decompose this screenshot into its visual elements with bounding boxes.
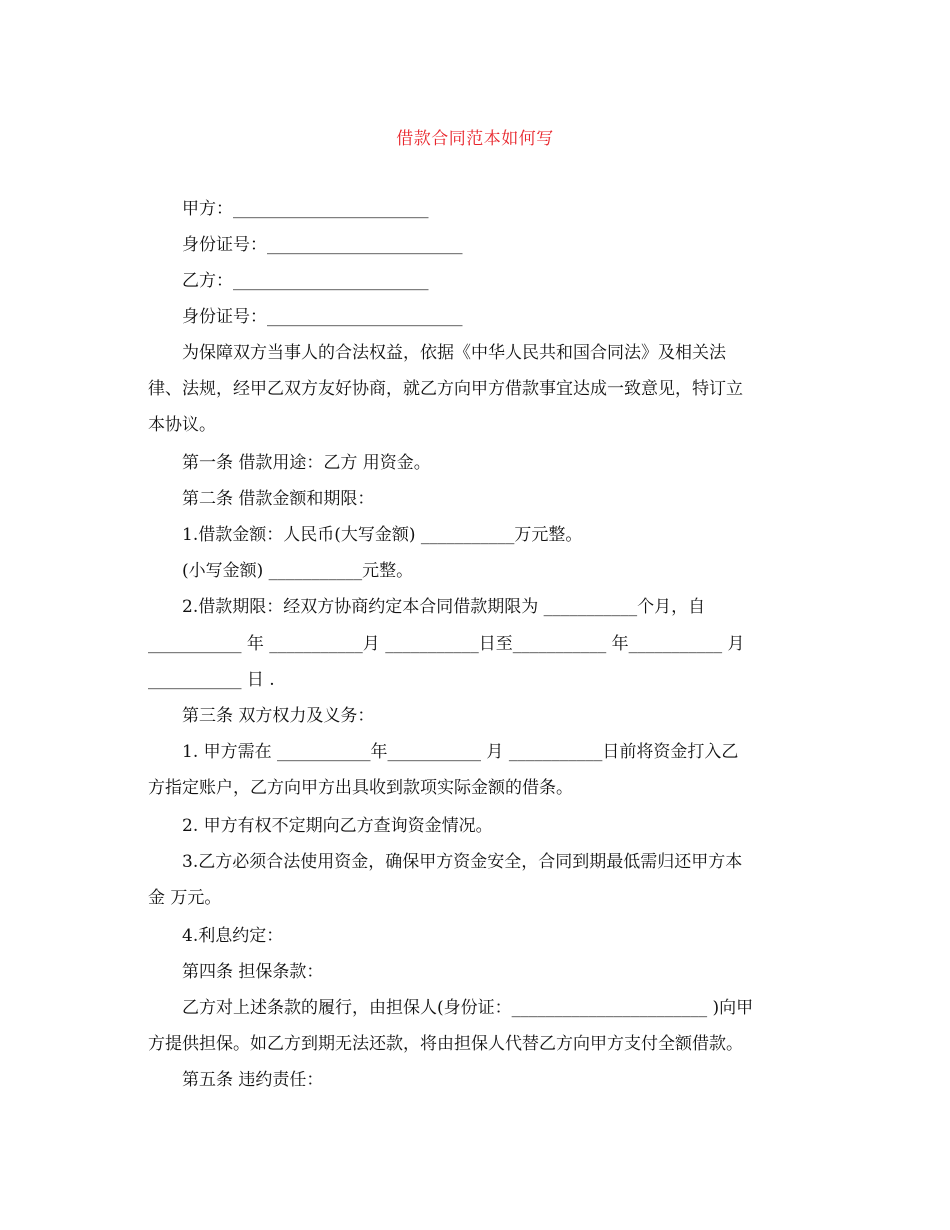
- article-3-item-2: 2. 甲方有权不定期向乙方查询资金情况。: [182, 816, 493, 836]
- article-1: 第一条 借款用途：乙方 用资金。: [182, 453, 431, 473]
- preamble-line-3: 本协议。: [148, 415, 216, 435]
- article-4-line-1: 乙方对上述条款的履行，由担保人(身份证：_______________________ )向甲: [182, 998, 754, 1018]
- preamble-line-2: 律、法规，经甲乙双方友好协商，就乙方向甲方借款事宜达成一致意见，特订立: [148, 379, 743, 399]
- preamble-line-1: 为保障双方当事人的合法权益，依据《中华人民共和国合同法》及相关法: [182, 343, 726, 363]
- article-4-line-2: 方提供担保。如乙方到期无法还款，将由担保人代替乙方向甲方支付全额借款。: [148, 1034, 743, 1054]
- article-3-heading: 第三条 双方权力及义务：: [182, 706, 375, 726]
- document-title: 借款合同范本如何写: [396, 129, 554, 149]
- article-5-heading: 第五条 违约责任：: [182, 1070, 324, 1090]
- article-2-heading: 第二条 借款金额和期限：: [182, 489, 375, 509]
- party-b-line: 乙方：_______________________: [182, 271, 429, 291]
- party-a-line: 甲方：_______________________: [182, 199, 429, 219]
- article-3-item-3-line-2: 金 万元。: [148, 888, 222, 908]
- article-2-item-2-line-1: 2.借款期限：经双方协商约定本合同借款期限为 ___________个月，自: [182, 597, 706, 617]
- party-a-id-line: 身份证号：_______________________: [182, 235, 463, 255]
- article-3-item-1-line-1: 1. 甲方需在 ___________年___________ 月 ___________日前将资金打入乙: [182, 742, 739, 762]
- article-3-item-1-line-2: 方指定账户，乙方向甲方出具收到款项实际金额的借条。: [148, 778, 573, 798]
- article-3-item-3-line-1: 3.乙方必须合法使用资金，确保甲方资金安全，合同到期最低需归还甲方本: [182, 852, 743, 872]
- article-2-item-2-line-2: ___________ 年 ___________月 ___________日至___________ 年___________ 月: [148, 634, 745, 654]
- article-2-item-1-small: (小写金额) ___________元整。: [182, 561, 414, 581]
- party-b-id-line: 身份证号：_______________________: [182, 307, 463, 327]
- article-2-item-2-line-3: ___________ 日 .: [148, 670, 275, 690]
- article-4-heading: 第四条 担保条款：: [182, 962, 324, 982]
- article-3-item-4: 4.利息约定：: [182, 926, 284, 946]
- article-2-item-1: 1.借款金额：人民币(大写金额) ___________万元整。: [182, 525, 583, 545]
